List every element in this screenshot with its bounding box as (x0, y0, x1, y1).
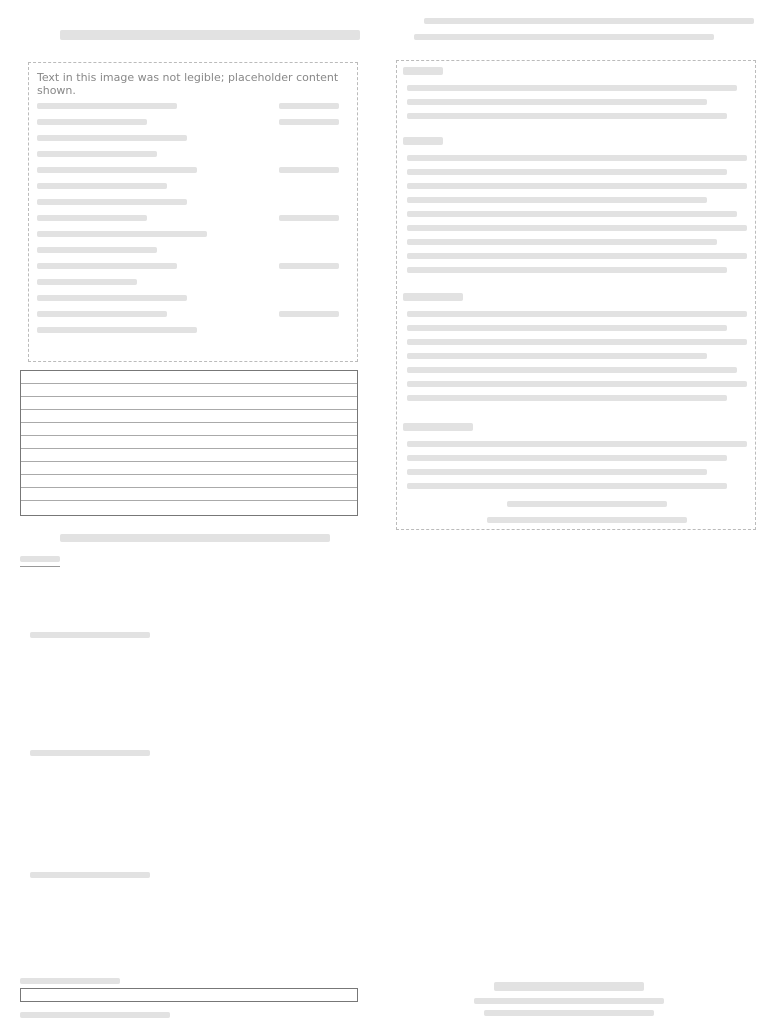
table-row (21, 423, 357, 436)
table-row (21, 384, 357, 397)
table-row (21, 436, 357, 449)
text-line (407, 469, 707, 475)
text-line (37, 247, 157, 253)
text-line (20, 556, 60, 562)
text-line (407, 267, 727, 273)
text-line (407, 183, 747, 189)
text-line (507, 501, 667, 507)
text-line (407, 225, 747, 231)
section-heading (403, 137, 443, 145)
section-heading (403, 423, 473, 431)
roster-table (20, 370, 358, 516)
text-line (407, 441, 747, 447)
text-line (407, 367, 737, 373)
church-name (494, 982, 644, 991)
divider (20, 566, 60, 567)
text-line (279, 167, 339, 173)
outline-point (30, 632, 150, 638)
outline-point (30, 750, 150, 756)
text-line (37, 135, 187, 141)
text-line (37, 119, 147, 125)
text-line (37, 295, 187, 301)
text-line (407, 325, 727, 331)
text-line (407, 155, 747, 161)
text-line (279, 103, 339, 109)
table-row (21, 488, 357, 501)
text-line (37, 279, 137, 285)
text-line (37, 231, 207, 237)
text-line (424, 18, 754, 24)
church-address (474, 998, 664, 1004)
theme-line (60, 534, 330, 542)
text-line (407, 395, 727, 401)
table-row (21, 449, 357, 462)
placeholder-note: Text in this image was not legible; placeholder content shown. (37, 71, 339, 97)
announcements-block (396, 60, 756, 530)
text-line (37, 151, 157, 157)
table-row (21, 397, 357, 410)
text-line (407, 311, 747, 317)
text-line (407, 339, 747, 345)
text-line (37, 215, 147, 221)
text-line (279, 263, 339, 269)
text-line (487, 517, 687, 523)
header-line (60, 30, 360, 40)
text-line (37, 199, 187, 205)
text-line (407, 353, 707, 359)
table-row (21, 475, 357, 488)
text-line (20, 1012, 170, 1018)
text-line (279, 215, 339, 221)
text-line (407, 85, 737, 91)
text-line (407, 483, 727, 489)
text-line (20, 978, 120, 984)
outline-point (30, 872, 150, 878)
text-line (37, 183, 167, 189)
text-line (407, 211, 737, 217)
attendance-table (20, 988, 358, 1002)
text-line (37, 327, 197, 333)
table-row (21, 371, 357, 384)
text-line (407, 381, 747, 387)
section-heading (403, 67, 443, 75)
text-line (414, 34, 714, 40)
church-address (484, 1010, 654, 1016)
text-line (407, 99, 707, 105)
section-heading (403, 293, 463, 301)
text-line (407, 239, 717, 245)
table-row (21, 462, 357, 475)
table-row (21, 410, 357, 423)
text-line (279, 311, 339, 317)
text-line (279, 119, 339, 125)
text-line (407, 253, 747, 259)
text-line (407, 455, 727, 461)
text-line (37, 263, 177, 269)
text-line (407, 169, 727, 175)
worship-order-block (28, 62, 358, 362)
text-line (37, 167, 197, 173)
text-line (407, 113, 727, 119)
text-line (407, 197, 707, 203)
right-column (384, 0, 768, 1024)
text-line (37, 311, 167, 317)
text-line (37, 103, 177, 109)
